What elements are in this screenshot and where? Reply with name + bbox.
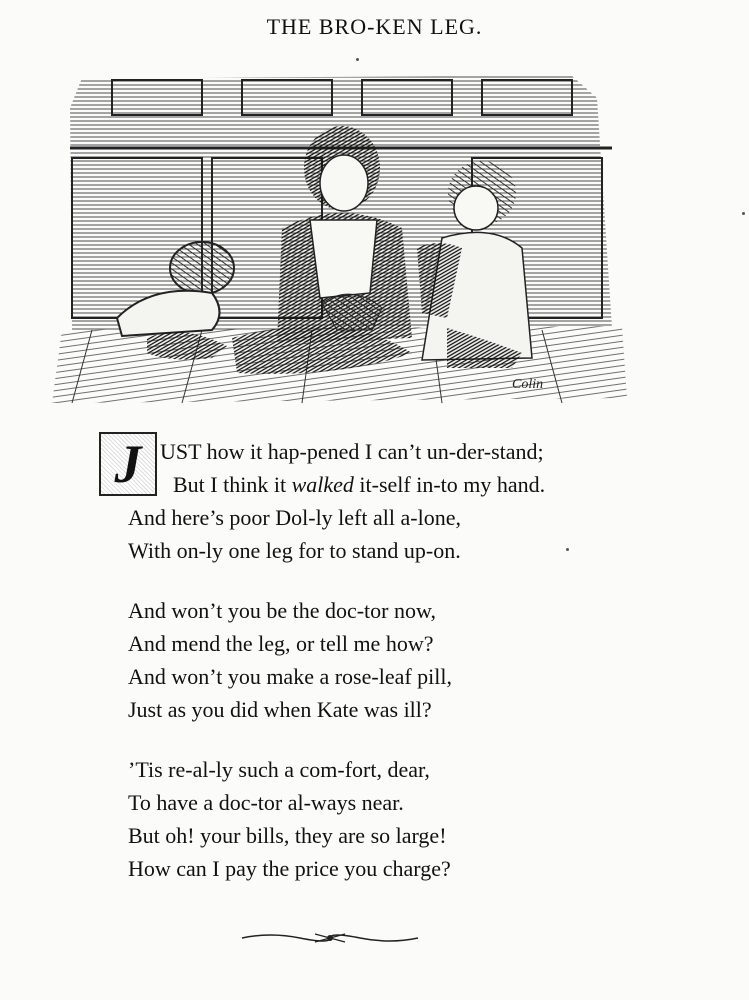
poem-line: And mend the leg, or tell me how? [128,631,434,656]
artist-signature: Colin [512,377,544,392]
drop-cap: J [99,432,157,496]
poem-line: But oh! your bills, they are so large! [128,823,447,848]
poem-line: With on-ly one leg for to stand up-on. [128,538,461,563]
ornament-divider [240,928,420,948]
poem-line: And here’s poor Dol-ly left all a-lone, [128,505,461,530]
poem-line: How can I pay the price you charge? [128,856,451,881]
poem-line: To have a doc-tor al-ways near. [128,790,404,815]
print-mark [356,58,359,61]
page-title: THE BRO-KEN LEG. [266,14,483,39]
poem-line: ’Tis re-al-ly such a com-fort, dear, [128,757,430,782]
poem-line: But I think it walked it-self in-to my hand. [173,472,546,497]
print-mark [566,548,569,551]
poem-line: UST how it hap-pened I can’t un-der-stand; [160,439,544,464]
poem-line: Just as you did when Kate was ill? [128,697,432,722]
print-mark [742,212,745,215]
poem-line: And won’t you be the doc-tor now, [128,598,436,623]
poem-line: And won’t you make a rose-leaf pill, [128,664,453,689]
emphasis-text: walked [291,472,354,497]
